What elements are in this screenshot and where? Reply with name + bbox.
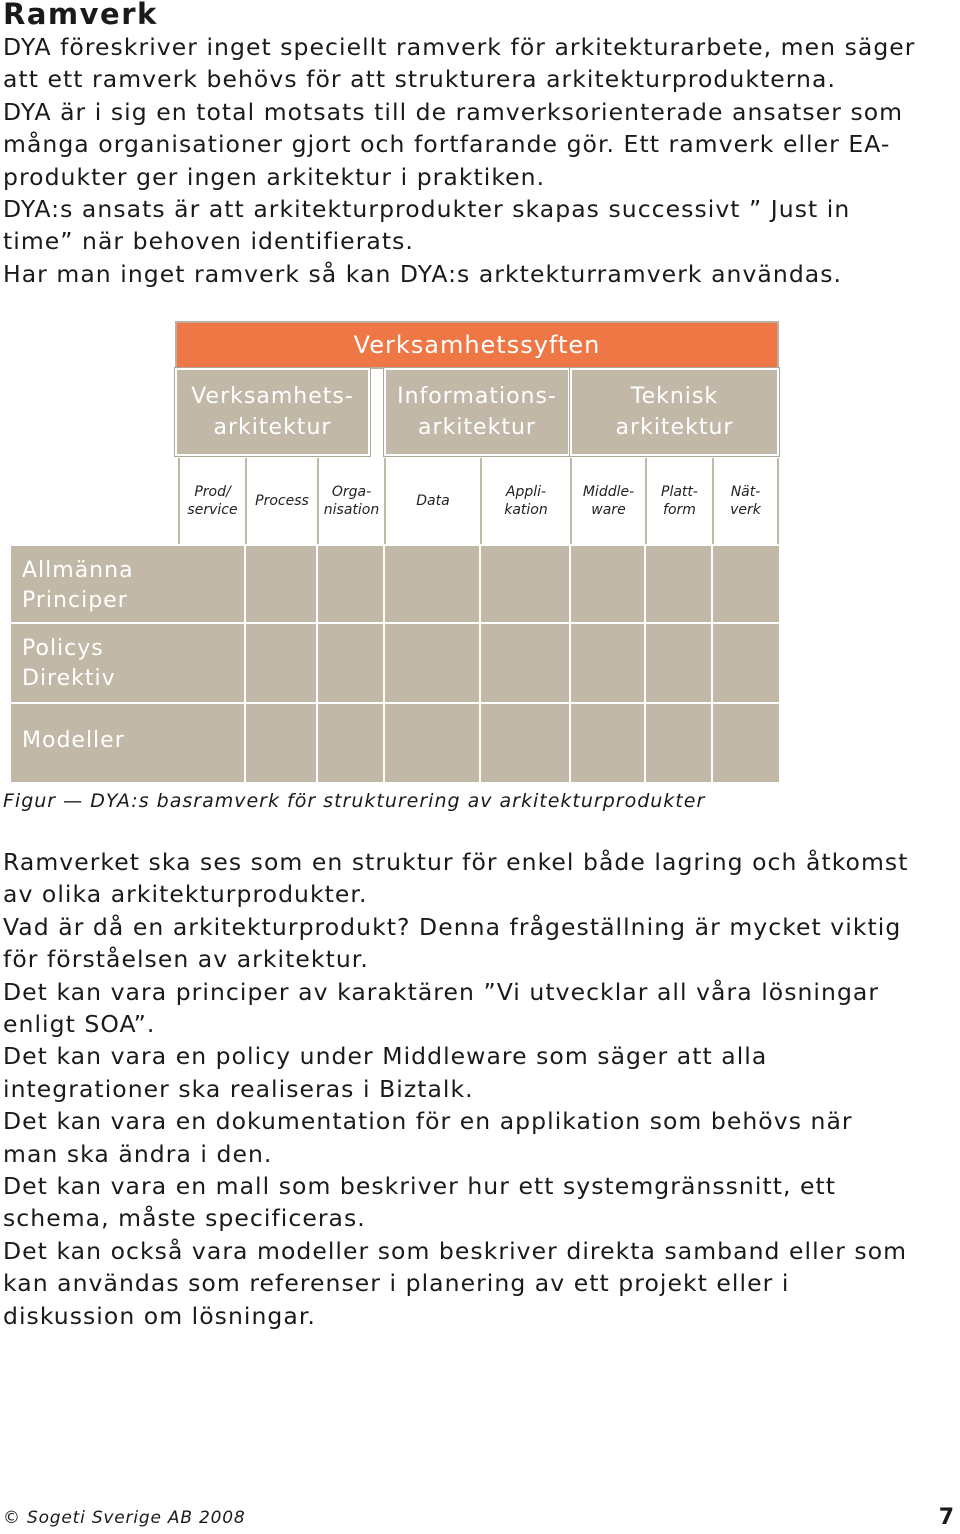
grid-divider <box>711 544 713 782</box>
subdomain-data: Data <box>384 458 480 544</box>
domain-teknisk-arkitektur: Teknisk arkitektur <box>570 368 779 456</box>
grid-divider <box>383 544 385 782</box>
page-title: Ramverk <box>3 0 158 31</box>
domain-informationsarkitektur: Informations- arkitektur <box>384 368 570 456</box>
grid-divider <box>244 544 246 782</box>
grid-divider <box>479 544 481 782</box>
figure-caption: Figur — DYA:s basramverk för strukturering av arkitekturprodukter <box>3 790 706 812</box>
page-number: 7 <box>938 1505 954 1530</box>
row-label-modeller: Modeller <box>11 702 175 782</box>
subdomain-plattform: Platt- form <box>645 458 712 544</box>
subdomain-middleware: Middle- ware <box>570 458 645 544</box>
grid-divider <box>316 544 318 782</box>
verksamhetssyften-header: Verksamhetssyften <box>175 321 779 369</box>
intro-paragraph: DYA föreskriver inget speciellt ramverk för arkitekturarbete, men säger att ett ramverk behövs för att strukturera arkitekturprodukterna. DYA är i sig en total motsats till de ramverksorienterade ansatser som många organisationer gjort och fortfarande gör. Ett ramverk eller EA- produkter ger ingen arkitektur i praktiken. DYA:s ansats är att arkitekturprodukter skapas successivt ” Just in time” när behoven identifierats. Har man inget ramverk så kan DYA:s arktekturramverk användas. <box>3 33 916 288</box>
row-label-policys: Policys Direktiv <box>11 622 175 702</box>
subdomain-prod-service: Prod/ service <box>178 458 245 544</box>
grid-row-principer <box>175 544 779 624</box>
subdomain-process: Process <box>245 458 317 544</box>
subdomain-natverk: Nät- verk <box>712 458 779 544</box>
footer-copyright: © Sogeti Sverige AB 2008 <box>3 1508 246 1528</box>
grid-divider <box>569 544 571 782</box>
grid-row-modeller <box>175 702 779 782</box>
grid-divider <box>644 544 646 782</box>
subdomain-applikation: Appli- kation <box>480 458 570 544</box>
row-label-principer: Allmänna Principer <box>11 544 175 624</box>
body-paragraph: Ramverket ska ses som en struktur för enkel både lagring och åtkomst av olika arkitekturprodukter. Vad är då en arkitekturprodukt? Denna frågeställning är mycket viktig för förståelsen av arkitektur. Det kan vara principer av karaktären ”Vi utvecklar all våra lösningar enligt SOA”. Det kan vara en policy under Middleware som säger att alla integrationer ska realiseras i Biztalk. Det kan vara en dokumentation för en applikation som behövs när man ska ändra i den. Det kan vara en mall som beskriver hur ett systemgränssnitt, ett schema, måste specificeras. Det kan också vara modeller som beskriver direkta samband eller som kan användas som referenser i planering av ett projekt eller i diskussion om lösningar. <box>3 848 909 1330</box>
grid-row-policys <box>175 622 779 702</box>
domain-verksamhetsarkitektur: Verksamhets- arkitektur <box>175 368 370 456</box>
subdomain-organisation: Orga- nisation <box>317 458 384 544</box>
framework-diagram <box>0 318 960 788</box>
